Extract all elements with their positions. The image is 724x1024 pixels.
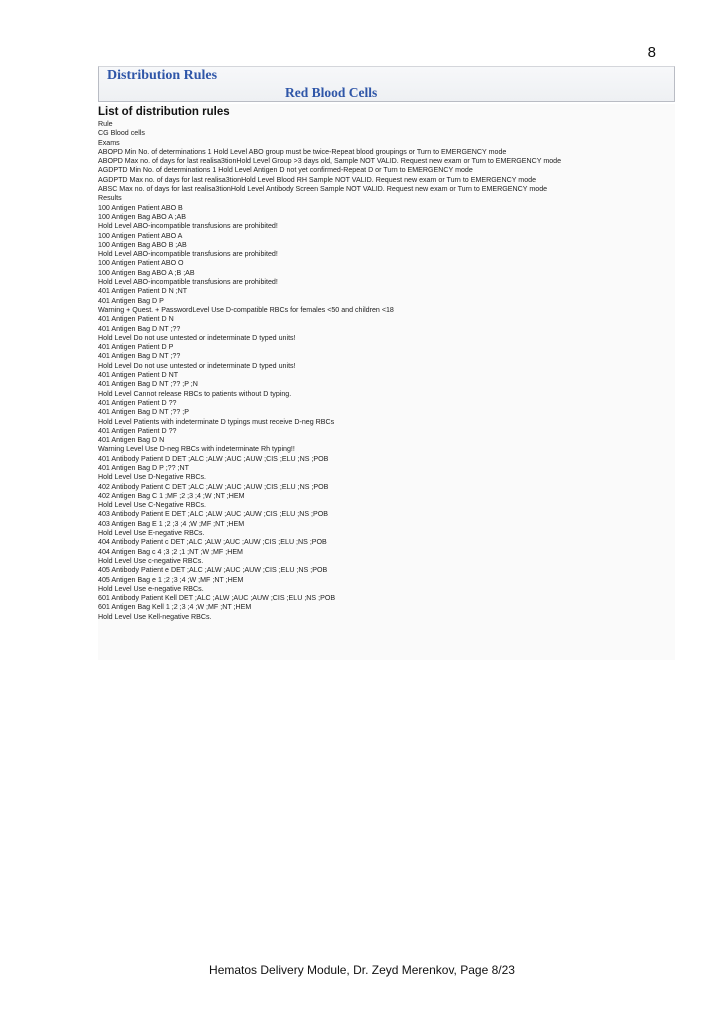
rules-list xyxy=(98,120,675,622)
rule-line: 401 Antigen Bag D NT ;?? xyxy=(98,352,181,361)
rule-line: ABSC Max no. of days for last realisa3tionHold Level Antibody Screen Sample NOT VALID. Request new exam or Turn to EMERGENCY mode xyxy=(98,185,548,194)
rule-line: 405 Antigen Bag e 1 ;2 ;3 ;4 ;W ;MF ;NT ;HEM xyxy=(98,575,244,584)
rule-line: 401 Antigen Patient D ?? xyxy=(98,398,177,407)
rule-line: Hold Level Use Kell-negative RBCs. xyxy=(98,612,212,621)
rule-line: ABOPD Max no. of days for last realisa3tionHold Level Group >3 days old, Sample NOT VALID. Request new exam or Turn to EMERGENCY mode xyxy=(98,157,562,166)
rule-line: 100 Antigen Bag ABO B ;AB xyxy=(98,240,187,249)
rule-line: 401 Antigen Patient D ?? xyxy=(98,426,177,435)
rule-line: 601 Antibody Patient Kell DET ;ALC ;ALW ;AUC ;AUW ;CIS ;ELU ;NS ;POB xyxy=(98,594,336,603)
rule-line: Hold Level Do not use untested or indeterminate D typed units! xyxy=(98,333,296,342)
rule-line: 601 Antigen Bag Kell 1 ;2 ;3 ;4 ;W ;MF ;NT ;HEM xyxy=(98,603,252,612)
distribution-rules-header xyxy=(98,66,675,102)
rule-line: 401 Antigen Bag D NT ;?? ;P ;N xyxy=(98,380,198,389)
rule-line: ABOPD Min No. of determinations 1 Hold Level ABO group must be twice-Repeat blood groupings or Turn to EMERGENCY mode xyxy=(98,147,507,156)
rule-line: Warning Level Use D-neg RBCs with indeterminate Rh typing!! xyxy=(98,445,295,454)
rule-line: 100 Antigen Bag ABO A ;B ;AB xyxy=(98,268,195,277)
rule-line: Hold Level Patients with indeterminate D typings must receive D-neg RBCs xyxy=(98,417,335,426)
rule-line: 401 Antigen Bag D P ;?? ;NT xyxy=(98,463,189,472)
rule-line: AGDPTD Max no. of days for last realisa3tionHold Level Blood RH Sample NOT VALID. Request new exam or Turn to EMERGENCY mode xyxy=(98,175,537,184)
rule-line: Exams xyxy=(98,138,120,147)
rule-line: AGDPTD Min No. of determinations 1 Hold Level Antigen D not yet confirmed-Repeat D or Turn to EMERGENCY mode xyxy=(98,166,473,175)
rule-line: 100 Antigen Patient ABO A xyxy=(98,231,183,240)
rules-list-panel xyxy=(98,104,675,660)
rule-line: Hold Level ABO-incompatible transfusions are prohibited! xyxy=(98,222,278,231)
page-number: 8 xyxy=(647,44,656,61)
rule-line: Warning + Quest. + PasswordLevel Use D-compatible RBCs for females <50 and children <18 xyxy=(98,305,394,314)
rule-line: 401 Antigen Bag D NT ;?? xyxy=(98,324,181,333)
rule-line: Hold Level Do not use untested or indeterminate D typed units! xyxy=(98,361,296,370)
rule-line: 401 Antigen Bag D P xyxy=(98,296,164,305)
rule-line: 401 Antigen Patient D N xyxy=(98,315,174,324)
rule-line: 401 Antigen Patient D N ;NT xyxy=(98,287,188,296)
rule-line: 100 Antigen Patient ABO B xyxy=(98,203,183,212)
rule-line: Hold Level Use e-negative RBCs. xyxy=(98,584,204,593)
rule-line: Hold Level Use E-negative RBCs. xyxy=(98,529,205,538)
rule-line: 401 Antigen Bag D N xyxy=(98,436,165,445)
rule-line: Hold Level Use c-negative RBCs. xyxy=(98,556,204,565)
header-subtitle: Red Blood Cells xyxy=(285,85,378,100)
rule-line: Results xyxy=(98,194,122,203)
rule-line: Hold Level ABO-incompatible transfusions are prohibited! xyxy=(98,278,278,287)
rule-line: 100 Antigen Bag ABO A ;AB xyxy=(98,212,186,221)
rule-line: 405 Antibody Patient e DET ;ALC ;ALW ;AUC ;AUW ;CIS ;ELU ;NS ;POB xyxy=(98,566,328,575)
rule-line: 402 Antibody Patient C DET ;ALC ;ALW ;AUC ;AUW ;CIS ;ELU ;NS ;POB xyxy=(98,482,329,491)
rule-line: 404 Antigen Bag c 4 ;3 ;2 ;1 ;NT ;W ;MF ;HEM xyxy=(98,547,243,556)
rule-line: 100 Antigen Patient ABO O xyxy=(98,259,184,268)
rule-line: CG Blood cells xyxy=(98,129,145,138)
page-footer: Hematos Delivery Module, Dr. Zeyd Merenkov, Page 8/23 xyxy=(209,963,515,977)
rule-line: 401 Antigen Patient D P xyxy=(98,343,174,352)
rule-line: 401 Antibody Patient D DET ;ALC ;ALW ;AUC ;AUW ;CIS ;ELU ;NS ;POB xyxy=(98,454,329,463)
rule-line: 401 Antigen Patient D NT xyxy=(98,371,179,380)
rule-line: 404 Antibody Patient c DET ;ALC ;ALW ;AUC ;AUW ;CIS ;ELU ;NS ;POB xyxy=(98,538,327,547)
rule-line: Hold Level ABO-incompatible transfusions are prohibited! xyxy=(98,250,278,259)
rule-line: 402 Antigen Bag C 1 ;MF ;2 ;3 ;4 ;W ;NT ;HEM xyxy=(98,491,245,500)
rule-line: Rule xyxy=(98,120,113,128)
rule-line: 403 Antigen Bag E 1 ;2 ;3 ;4 ;W ;MF ;NT ;HEM xyxy=(98,519,245,528)
rule-line: Hold Level Cannot release RBCs to patients without D typing. xyxy=(98,389,292,398)
rule-line: Hold Level Use D-Negative RBCs. xyxy=(98,473,207,482)
rule-line: Hold Level Use C-Negative RBCs. xyxy=(98,501,207,510)
section-title: List of distribution rules xyxy=(98,106,230,118)
rule-line: 401 Antigen Bag D NT ;?? ;P xyxy=(98,408,189,417)
header-title: Distribution Rules xyxy=(107,68,218,83)
rule-line: 403 Antibody Patient E DET ;ALC ;ALW ;AUC ;AUW ;CIS ;ELU ;NS ;POB xyxy=(98,510,328,519)
